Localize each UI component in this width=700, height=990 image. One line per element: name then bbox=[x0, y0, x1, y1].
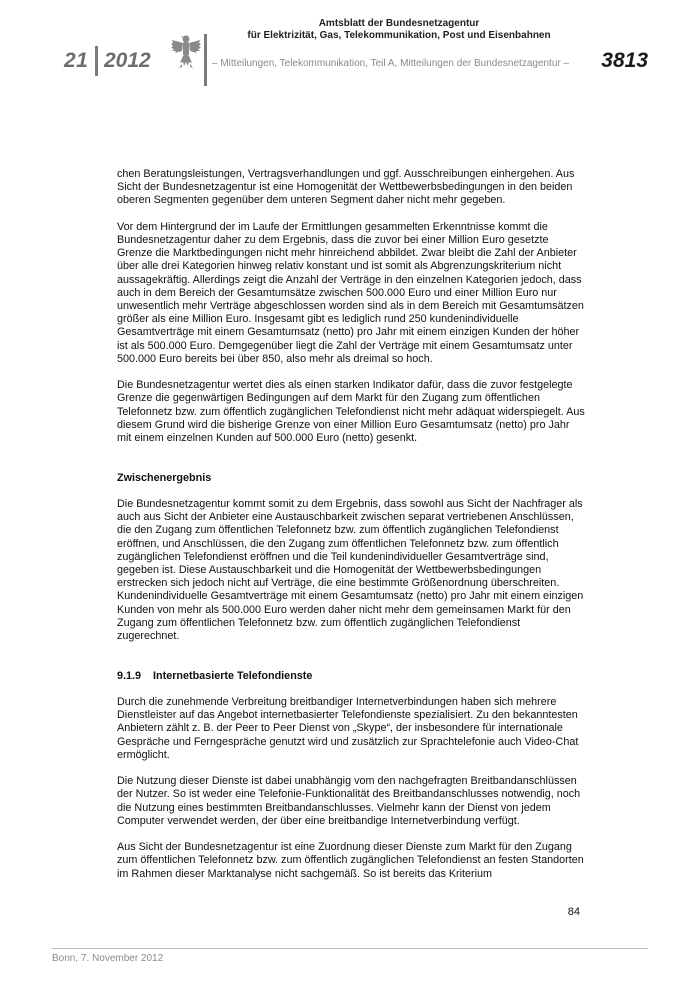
footer-divider bbox=[52, 948, 648, 949]
paragraph: Die Bundesnetzagentur kommt somit zu dem Ergebnis, dass sowohl aus Sicht der Nachfrager als auch aus Sicht der Anbieter eine Austauschbarkeit zwischen separat vertriebenen Anschlüssen, die den Zugang zum öffentlichen Telefonnetz bzw. zum öffentlich zugänglichen Telefondienst eröffnen, und Anschlüssen, die den Zugang zum öffentlichen Telefonnetz bzw. zum öffentlich zugänglichen Telefondienst eröffnen und die Teil kundenindividueller Gesamtverträge sind, gegeben ist. Diese Austauschbarkeit und die Homogenität der Wettbewerbsbedingungen erstrecken sich jedoch nicht auf Verträge, die eine bestimmte Größenordnung überschreiten. Kundenindividuelle Gesamtverträge mit einem Gesamtumsatz (netto) pro Jahr mit einem einzigen Kunden von mehr als 500.000 Euro werden daher nicht mehr dem gemeinsamen Markt für den Zugang zum öffentlichen Telefonnetz bzw. zum öffentlich zugänglichen Telefondienst zugerechnet. bbox=[117, 498, 584, 643]
section-title: Internetbasierte Telefondienste bbox=[153, 669, 313, 682]
paragraph: chen Beratungsleistungen, Vertragsverhandlungen und ggf. Ausschreibungen einhergehen. Aus Sicht der Bundesnetzagentur ist eine Homogenität der Wettbewerbsbedingungen in den beiden oberen Segmenten gegenüber dem unteren Segment daher nicht mehr gegeben. bbox=[117, 168, 575, 207]
issue-year: 2012 bbox=[104, 49, 151, 72]
paragraph: Aus Sicht der Bundesnetzagentur ist eine Zuordnung dieser Dienste zum Markt für den Zugang zum öffentlichen Telefonnetz bzw. zum öffentlich zugänglichen Telefondienst an festen Standorten im Rahmen dieser Marktanalyse nicht sachgemäß. So ist bereits das Kriterium bbox=[117, 841, 584, 880]
document-folio-number: 84 bbox=[567, 906, 580, 918]
footer-place-date: Bonn, 7. November 2012 bbox=[52, 953, 164, 964]
paragraph: Durch die zunehmende Verbreitung breitbandiger Internetverbindungen haben sich mehrere Dienstleister auf das Angebot internetbasierter Telefondienste spezialisiert. Zu den bekanntesten Anbietern zählt z. B. der Peer to Peer Dienst von „Skype“, der insbesondere für internationale Gespräche und Ferngespräche genutzt wird und zusätzlich zur Sprachtelefonie auch Video-Chat ermöglicht. bbox=[117, 696, 579, 761]
header-divider-right bbox=[204, 34, 207, 86]
publication-title bbox=[214, 18, 584, 42]
paragraph: Die Bundesnetzagentur wertet dies als einen starken Indikator dafür, dass die zuvor festgelegte Grenze die gegenwärtigen Bedingungen auf dem Markt für den Zugang zum öffentlichen Telefonnetz bzw. zum öffentlich zugänglichen Telefondienst nicht mehr adäquat widerspiegelt. Aus diesem Grund wird die bisherige Grenze von einer Million Euro Gesamtumsatz (netto) pro Jahr mit einem einzelnen Kunden auf 500.000 Euro (netto) gesenkt. bbox=[117, 379, 585, 445]
publication-title-line2: für Elektrizität, Gas, Telekommunikation, Post und Eisenbahnen bbox=[247, 30, 551, 41]
section-heading-zwischenergebnis: Zwischenergebnis bbox=[117, 471, 212, 484]
paragraph: Die Nutzung dieser Dienste ist dabei unabhängig vom den nachgefragten Breitbandanschlüssen der Nutzer. So ist weder eine Telefonie-Funktionalität des Breitbandanschlusses notwendig, noch die Nutzung eines bestimmten Breitbandanschlusses. Vielmehr kann der Dienst von jedem Computer verwendet werden, der über eine breitbandige Internetverbindung verfügt. bbox=[117, 775, 581, 827]
paragraph: Vor dem Hintergrund der im Laufe der Ermittlungen gesammelten Erkenntnisse kommt die Bundesnetzagentur daher zu dem Ergebnis, dass die zuvor bei einer Million Euro gesetzte Grenze die Marktbedingungen nicht mehr hinreichend abbildet. Zwar bleibt die Zahl der Anbieter über alle drei Kategorien hinweg relativ konstant und ist somit als Abgrenzungskriterium nicht aussagekräftig. Allerdings zeigt die Anzahl der Verträge in den einzelnen Kategorien jedoch, dass auch in dem Bereich der Gesamtumsätze zwischen 500.000 Euro und einer Million Euro nur unwesentlich mehr Verträge abgeschlossen worden sind als in dem Bereich mit Gesamtumsätzen größer als eine Million Euro. Insgesamt gibt es lediglich rund 250 kundenindividuelle Gesamtverträge mit einem Gesamtumsatz (netto) pro Jahr mit einem einzigen Kunden der höher ist als 500.000 Euro. Demgegenüber liegt die Zahl der Verträge mit einem Gesamtumsatz unter 500.000 Euro bereits bei über 850, also mehr als dreimal so hoch. bbox=[117, 220, 584, 365]
spacer bbox=[117, 656, 585, 669]
issue-number: 21 bbox=[64, 49, 89, 72]
section-heading-internetbasierte-telefondienste bbox=[117, 670, 585, 683]
spacer bbox=[117, 458, 585, 471]
publication-subtitle: – Mitteilungen, Telekommunikation, Teil A, Mitteilungen der Bundesnetzagentur – bbox=[212, 58, 570, 69]
page-number: 3813 bbox=[601, 49, 648, 72]
body-text bbox=[117, 168, 585, 894]
header-divider-left bbox=[95, 46, 98, 76]
federal-eagle-icon bbox=[170, 32, 202, 70]
publication-title-line1: Amtsblatt der Bundesnetzagentur bbox=[318, 18, 480, 29]
section-number: 9.1.9 bbox=[117, 669, 142, 682]
